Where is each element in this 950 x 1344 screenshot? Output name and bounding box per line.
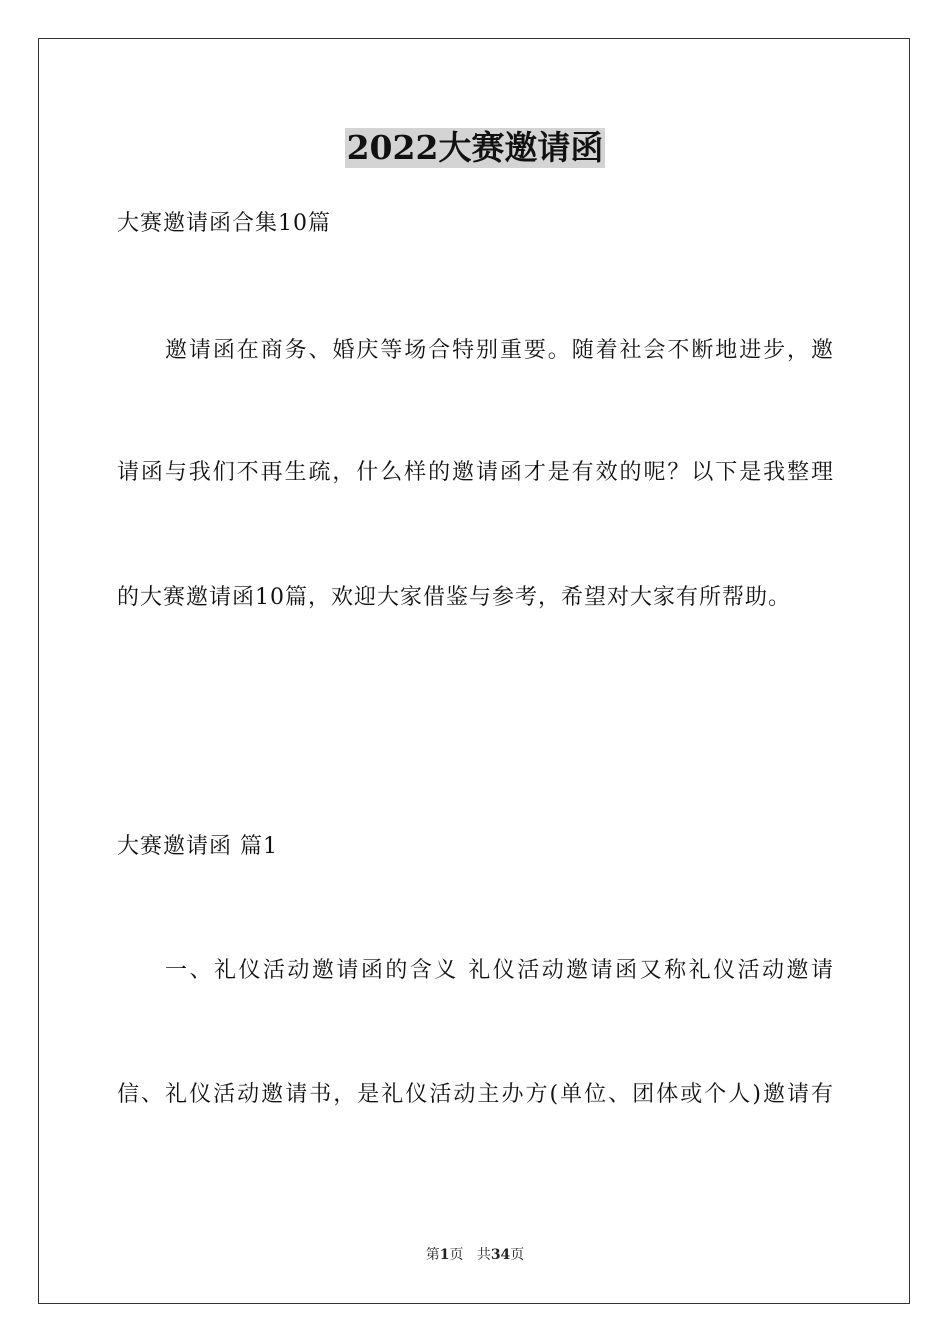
document-subtitle: 大赛邀请函合集10篇 — [117, 211, 331, 236]
footer-page-number: 1 — [439, 1247, 450, 1263]
section-heading: 大赛邀请函 篇1 — [117, 834, 278, 859]
footer-total-suffix: 页 — [510, 1247, 525, 1263]
footer-page-prefix: 第 — [425, 1247, 440, 1263]
section-line-1: 一、礼仪活动邀请函的含义 礼仪活动邀请函又称礼仪活动邀请 — [165, 958, 833, 983]
page-footer — [0, 1246, 950, 1264]
footer-page-suffix: 页 — [449, 1247, 464, 1263]
document-title: 2022大赛邀请函 — [346, 128, 604, 167]
footer-total-prefix: 共 — [476, 1247, 491, 1263]
title-container — [0, 128, 950, 168]
intro-line-3: 的大赛邀请函10篇，欢迎大家借鉴与参考，希望对大家有所帮助。 — [117, 585, 791, 610]
intro-line-2: 请函与我们不再生疏，什么样的邀请函才是有效的呢？以下是我整理 — [117, 460, 833, 485]
section-line-2: 信、礼仪活动邀请书，是礼仪活动主办方(单位、团体或个人)邀请有 — [117, 1082, 833, 1107]
intro-line-1: 邀请函在商务、婚庆等场合特别重要。随着社会不断地进步，邀 — [165, 338, 833, 363]
footer-total-pages: 34 — [490, 1247, 511, 1263]
